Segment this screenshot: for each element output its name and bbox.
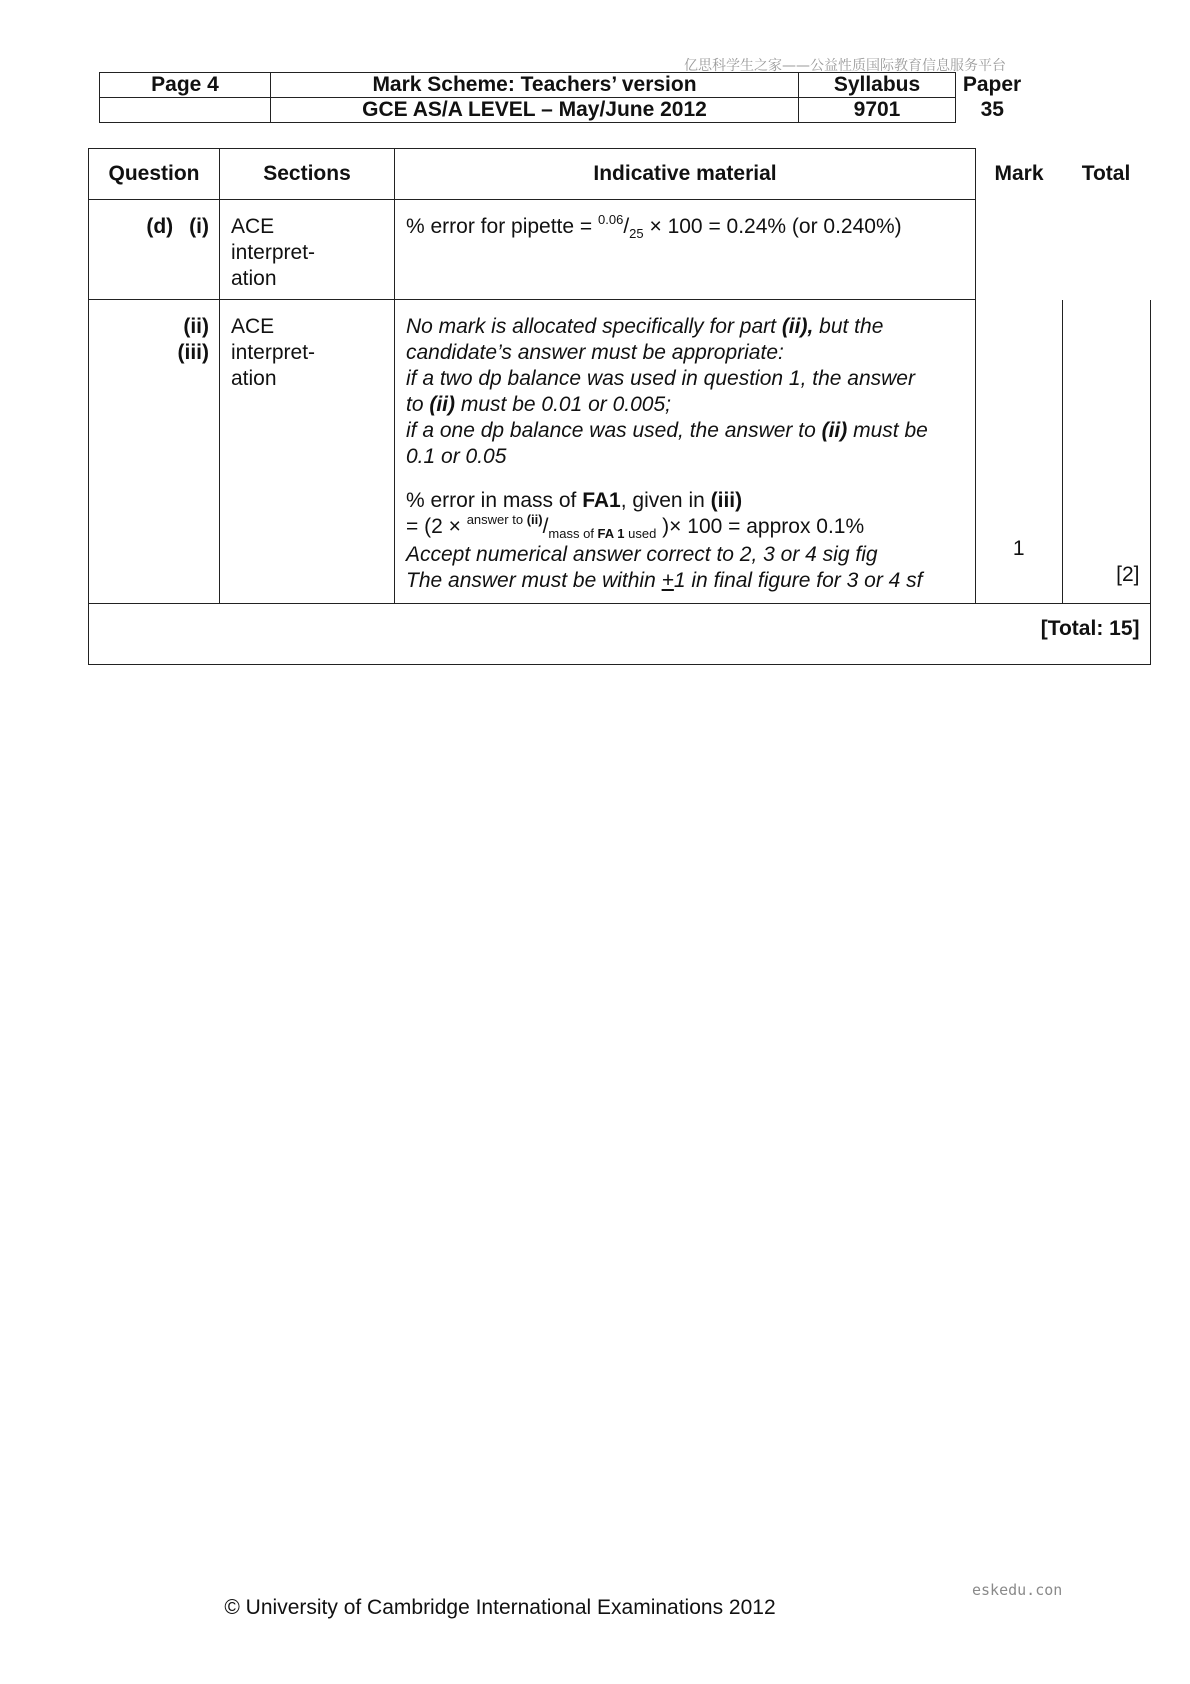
section-label <box>220 300 394 392</box>
col-header-total: Total <box>1081 162 1131 185</box>
text-line: Accept numerical answer correct to 2, 3 or 4 sig fig <box>406 543 878 566</box>
section-line: ACE <box>231 215 275 238</box>
header-syllabus-label: Syllabus <box>799 73 956 98</box>
total-value: [2] <box>1116 562 1140 586</box>
mark-cell <box>976 200 1063 300</box>
text-line: if a two dp balance was used in question 1, the answer <box>406 367 915 390</box>
watermark-bottom: eskedu.con <box>972 1581 1063 1599</box>
header-subtitle: GCE AS/A LEVEL – May/June 2012 <box>271 98 799 123</box>
section-line: interpret- <box>231 241 316 264</box>
watermark-top: 亿思科学生之家——公益性质国际教育信息服务平台 <box>684 58 1006 74</box>
indicative-text <box>395 200 975 242</box>
col-header-indicative: Indicative material <box>395 149 976 200</box>
header-title: Mark Scheme: Teachers’ version <box>271 73 799 98</box>
fraction-numerator: 0.06 <box>598 212 624 227</box>
question-sub: (i) <box>189 215 209 238</box>
table-row <box>89 300 1151 604</box>
section-line: ation <box>231 267 277 290</box>
col-header-mark: Mark <box>994 162 1044 185</box>
col-header-question: Question <box>89 149 220 200</box>
question-sub: (ii) <box>183 315 209 338</box>
indicative-text <box>395 300 975 594</box>
grand-total-row <box>89 604 1151 665</box>
formula-line: = ($2 \times ^{answer to (ii)}/_{mass of FA 1 used}$ )× 100 = approx 0.1% <box>406 512 865 541</box>
header-page: Page 4 <box>100 73 271 98</box>
text-line: candidate’s answer must be appropriate: <box>406 341 784 364</box>
text-line: % error in mass of FA1, given in (iii) <box>406 489 743 512</box>
header-paper-value: 35 <box>980 98 1004 121</box>
text-line: if a one dp balance was used, the answer to (ii) must be <box>406 419 928 442</box>
question-part: (d) <box>146 215 174 238</box>
header-table <box>99 72 1029 123</box>
section-label <box>220 200 394 292</box>
text-span: × 100 = 0.24% (or 0.240%) <box>643 215 902 238</box>
grand-total: [Total: 15] <box>89 604 1151 665</box>
mark-value: 1 <box>1012 536 1025 560</box>
header-syllabus-value: 9701 <box>799 98 956 123</box>
text-line: No mark is allocated specifically for part (ii), but the <box>406 315 884 338</box>
text-line: 0.1 or 0.05 <box>406 445 507 468</box>
table-row <box>89 200 1151 300</box>
section-line: interpret- <box>231 341 316 364</box>
header-empty-cell <box>100 98 271 123</box>
question-sub: (iii) <box>177 341 209 364</box>
fraction-separator: / <box>623 215 630 238</box>
question-label <box>89 300 219 366</box>
table-header-row <box>89 149 1151 200</box>
text-line: to (ii) must be 0.01 or 0.005; <box>406 393 671 416</box>
col-header-sections: Sections <box>220 149 395 200</box>
section-line: ation <box>231 367 277 390</box>
text-span: % error for pipette = <box>406 215 599 238</box>
question-label <box>89 200 219 240</box>
header-paper-label: Paper <box>962 73 1022 96</box>
fraction-denominator: 25 <box>629 226 644 241</box>
section-line: ACE <box>231 315 275 338</box>
mark-scheme-table <box>88 148 1151 665</box>
text-line: The answer must be within +1 in final figure for 3 or 4 sf <box>406 569 923 592</box>
footer-copyright: © University of Cambridge International Examinations 2012 <box>224 1596 776 1619</box>
total-cell <box>1062 200 1150 300</box>
